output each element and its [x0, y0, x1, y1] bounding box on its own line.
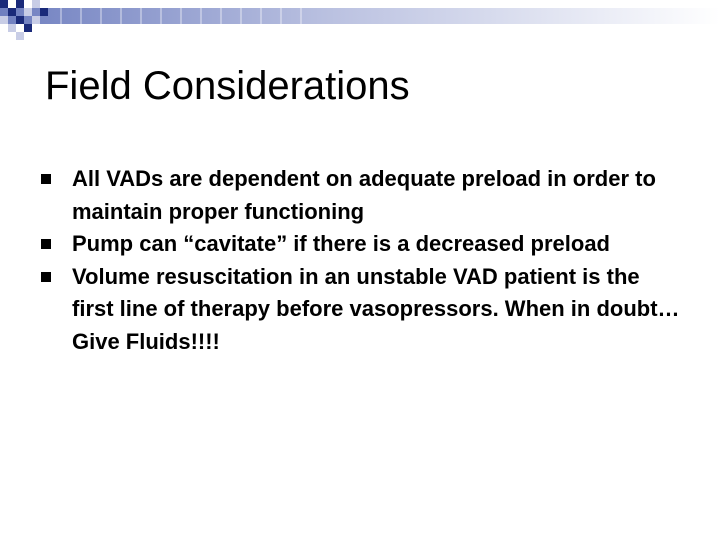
bullet-list — [41, 163, 681, 358]
decorative-checker-banner — [0, 0, 720, 40]
slide-title: Field Considerations — [45, 64, 410, 108]
square-bullet-icon — [41, 239, 51, 249]
bullet-item — [41, 228, 681, 261]
square-bullet-icon — [41, 174, 51, 184]
bullet-text: All VADs are dependent on adequate preload in order to maintain proper functioning — [72, 166, 656, 224]
bullet-text: Volume resuscitation in an unstable VAD patient is the first line of therapy before vasopressors. When in doubt… Give Fluids!!!! — [72, 263, 680, 354]
bullet-item — [41, 163, 681, 228]
square-bullet-icon — [41, 272, 51, 282]
bullet-item — [41, 261, 681, 359]
bullet-text: Pump can “cavitate” if there is a decreased preload — [72, 231, 610, 256]
